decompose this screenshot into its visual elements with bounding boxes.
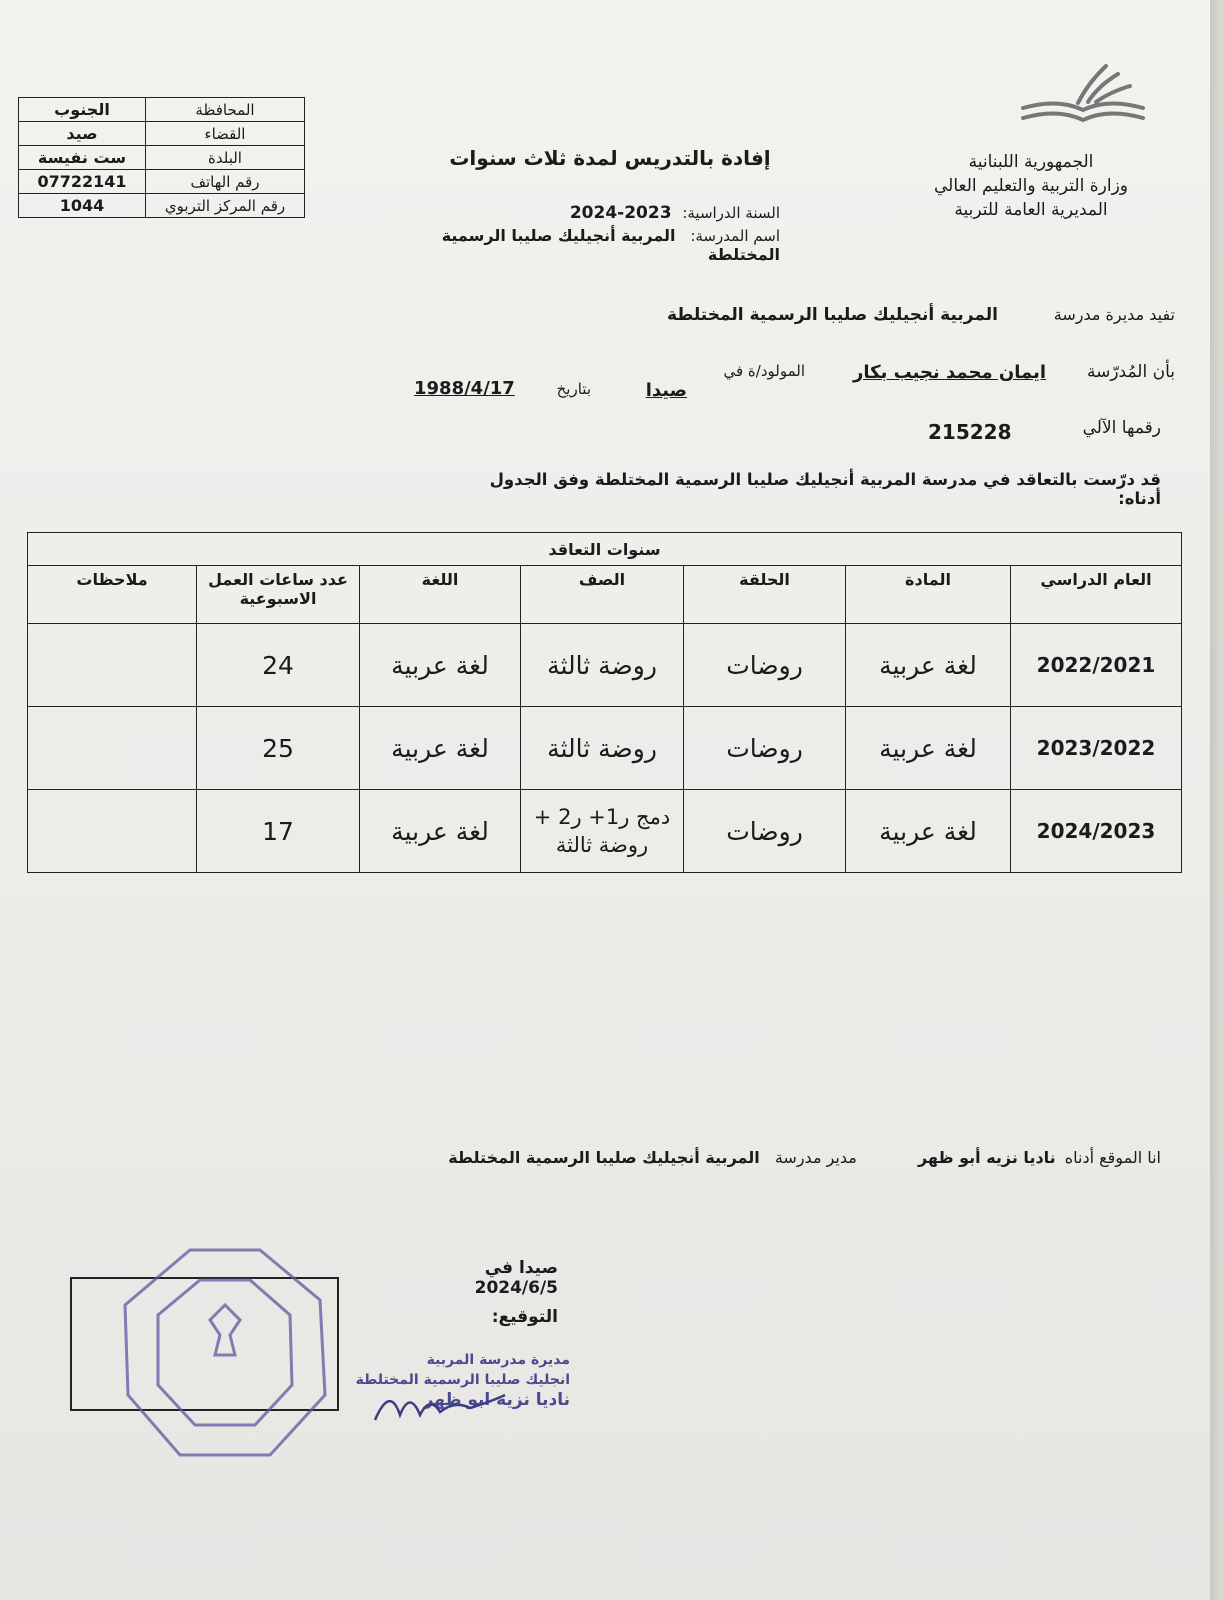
cell-subject: لغة عربية xyxy=(846,624,1011,707)
academic-year-label: السنة الدراسية: xyxy=(682,204,780,222)
teacher-label: بأن المُدرّسة xyxy=(1086,362,1175,382)
info-row xyxy=(19,146,305,170)
academic-year-value: 2023-2024 xyxy=(569,203,672,223)
info-label: القضاء xyxy=(146,122,305,146)
cell-cycle: روضات xyxy=(684,707,846,790)
signature-label: التوقيع: xyxy=(491,1307,558,1327)
born-label: المولود/ة في xyxy=(723,362,805,380)
school-name-value: المربية أنجيليك صليبا الرسمية المختلطة xyxy=(441,226,780,264)
signer-label: انا الموقع أدناه xyxy=(1064,1148,1161,1167)
signer-line xyxy=(401,1148,1161,1167)
info-row xyxy=(19,170,305,194)
cell-notes xyxy=(28,624,197,707)
teacher-name: ايمان محمد نجيب بكار xyxy=(853,362,1046,383)
official-stamp-icon xyxy=(120,1245,330,1460)
cell-class: روضة ثالثة xyxy=(521,707,684,790)
signer-name: ناديا نزيه أبو ظهر xyxy=(917,1148,1056,1167)
date-label: بتاريخ xyxy=(556,380,591,398)
contract-table-wrap xyxy=(27,532,1182,873)
info-value: ست نفيسة xyxy=(19,146,146,170)
cell-notes xyxy=(28,707,197,790)
role-label: مدير مدرسة xyxy=(774,1148,857,1167)
info-value: 07722141 xyxy=(19,170,146,194)
ministry-header xyxy=(901,150,1161,222)
stamp-line-3: ناديا نزيه ابو ظهر xyxy=(423,1390,570,1410)
info-value: صيد xyxy=(19,122,146,146)
page-edge xyxy=(1210,0,1223,1600)
intro-label: تفيد مديرة مدرسة xyxy=(1053,305,1175,324)
header-notes: ملاحظات xyxy=(28,566,197,624)
cell-hours: 25 xyxy=(197,707,360,790)
info-label: رقم الهاتف xyxy=(146,170,305,194)
table-row xyxy=(28,790,1182,873)
cell-notes xyxy=(28,790,197,873)
cell-subject: لغة عربية xyxy=(846,707,1011,790)
cell-language: لغة عربية xyxy=(360,790,521,873)
ministry-line-3: المديرية العامة للتربية xyxy=(954,200,1108,220)
birth-date: 1988/4/17 xyxy=(414,378,515,399)
place-date: صيدا في 2024/6/5 xyxy=(474,1258,558,1298)
cell-hours: 24 xyxy=(197,624,360,707)
header-cycle: الحلقة xyxy=(684,566,846,624)
ministry-logo-icon xyxy=(1018,58,1148,138)
cell-class: دمج ر1+ ر2 + روضة ثالثة xyxy=(521,790,684,873)
id-value: 215228 xyxy=(928,420,1012,444)
footer-school: المربية أنجيليك صليبا الرسمية المختلطة xyxy=(448,1148,760,1167)
header-language: اللغة xyxy=(360,566,521,624)
id-label: رقمها الآلي xyxy=(1082,418,1161,438)
school-name-label: اسم المدرسة: xyxy=(690,227,780,245)
info-table xyxy=(18,97,305,218)
academic-year-line xyxy=(380,203,780,223)
table-span-title: سنوات التعاقد xyxy=(28,533,1182,566)
school-name-line xyxy=(380,226,780,264)
info-label: رقم المركز التربوي xyxy=(146,194,305,218)
born-place: صيدا xyxy=(645,380,687,401)
cell-language: لغة عربية xyxy=(360,624,521,707)
info-row xyxy=(19,122,305,146)
cell-language: لغة عربية xyxy=(360,707,521,790)
stamp-line-1: مديرة مدرسة المربية xyxy=(426,1352,570,1368)
cell-hours: 17 xyxy=(197,790,360,873)
info-value: الجنوب xyxy=(19,98,146,122)
info-row xyxy=(19,98,305,122)
table-row xyxy=(28,624,1182,707)
info-value: 1044 xyxy=(19,194,146,218)
cell-class: روضة ثالثة xyxy=(521,624,684,707)
cell-cycle: روضات xyxy=(684,790,846,873)
page-title: إفادة بالتدريس لمدة ثلاث سنوات xyxy=(449,146,771,170)
info-label: المحافظة xyxy=(146,98,305,122)
table-row xyxy=(28,707,1182,790)
cell-year: 2022/2021 xyxy=(1011,624,1182,707)
table-header-row xyxy=(28,566,1182,624)
contract-table xyxy=(27,532,1182,873)
cell-year: 2023/2022 xyxy=(1011,707,1182,790)
ministry-line-2: وزارة التربية والتعليم العالي xyxy=(933,176,1128,196)
stamp-line-2: انجليك صليبا الرسمية المختلطة xyxy=(355,1372,570,1388)
intro-school: المربية أنجيليك صليبا الرسمية المختلطة xyxy=(667,305,998,325)
header-subject: المادة xyxy=(846,566,1011,624)
info-row xyxy=(19,194,305,218)
cell-subject: لغة عربية xyxy=(846,790,1011,873)
cell-cycle: روضات xyxy=(684,624,846,707)
header-year: العام الدراسي xyxy=(1011,566,1182,624)
statement: قد درّست بالتعاقد في مدرسة المربية أنجيليك صليبا الرسمية المختلطة وفق الجدول أدناه: xyxy=(489,470,1161,508)
ministry-line-1: الجمهورية اللبنانية xyxy=(968,152,1094,172)
header-hours: عدد ساعات العمل الاسبوعية xyxy=(197,566,360,624)
header-class: الصف xyxy=(521,566,684,624)
handwritten-signature-icon xyxy=(370,1380,510,1430)
spacer xyxy=(453,320,993,321)
cell-year: 2024/2023 xyxy=(1011,790,1182,873)
info-label: البلدة xyxy=(146,146,305,170)
